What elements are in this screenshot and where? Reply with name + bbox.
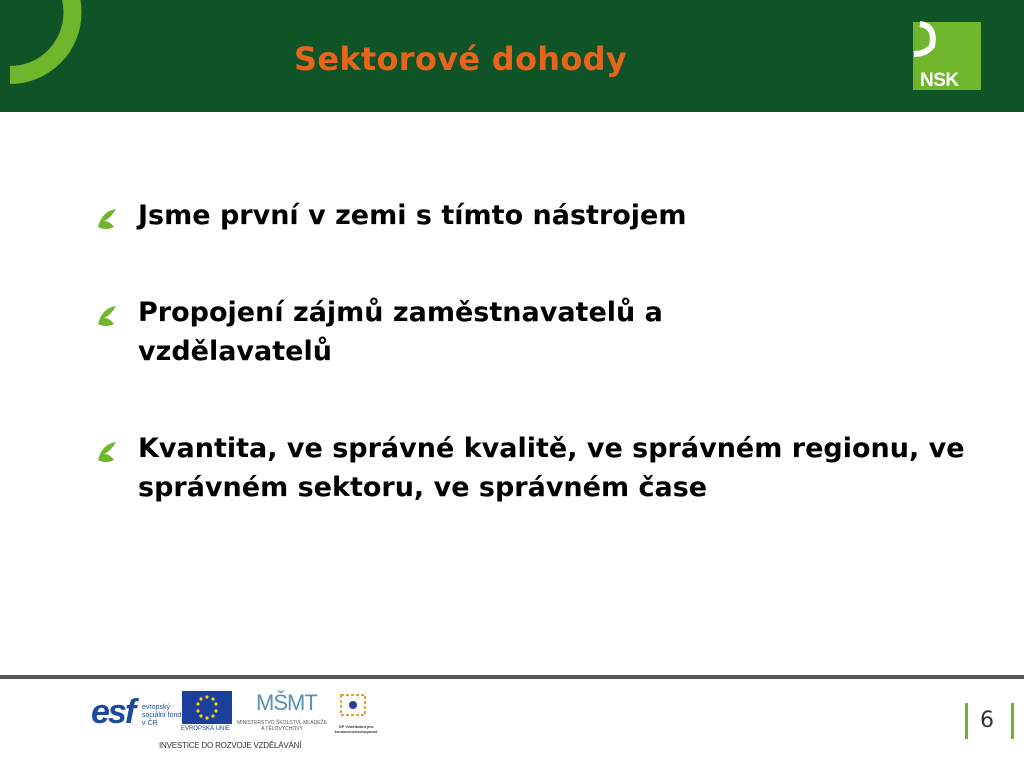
investice-label: INVESTICE DO ROZVOJE VZDĚLÁVÁNÍ: [159, 741, 302, 750]
op-vk-logo: [338, 692, 368, 718]
eu-flag-icon: [182, 691, 232, 724]
page-number-bar-right: [1011, 703, 1014, 739]
op-vk-label: OP Vzdělávání pro konkurenceschopnost: [334, 724, 378, 734]
decorative-arc-icon: [0, 0, 90, 90]
bullet-item-3: Kvantita, ve správné kvalitě, ve správném regionu, ve správném sektoru, ve správném čase: [138, 433, 965, 503]
bullet-item-2: Propojení zájmů zaměstnavatelů a vzdělavatelů: [138, 297, 663, 367]
esf-logo-text: evropský sociální fond v ČR: [142, 704, 182, 727]
leaf-bullet-icon: [96, 440, 120, 462]
bullet-item-1: Jsme první v zemi s tímto nástrojem: [138, 200, 687, 231]
page-number: 6: [980, 708, 994, 733]
page-number-bar-left: [965, 703, 968, 739]
eu-label: EVROPSKÁ UNIE: [181, 726, 231, 732]
esf-logo: esf: [91, 693, 135, 731]
msmt-label: MINISTERSTVO ŠKOLSTVÍ, MLÁDEŽE A TĚLOVÝCHOVY: [237, 720, 327, 732]
nsk2-logo-arc-icon: [912, 20, 952, 60]
slide-title: Sektorové dohody: [294, 40, 628, 78]
leaf-bullet-icon: [96, 304, 120, 326]
msmt-logo: MŠMT: [256, 690, 317, 715]
nsk2-logo-text: NSK2: [920, 70, 969, 91]
footer-divider: [0, 675, 1024, 679]
leaf-bullet-icon: [96, 207, 120, 229]
slide-header: [0, 0, 1024, 112]
